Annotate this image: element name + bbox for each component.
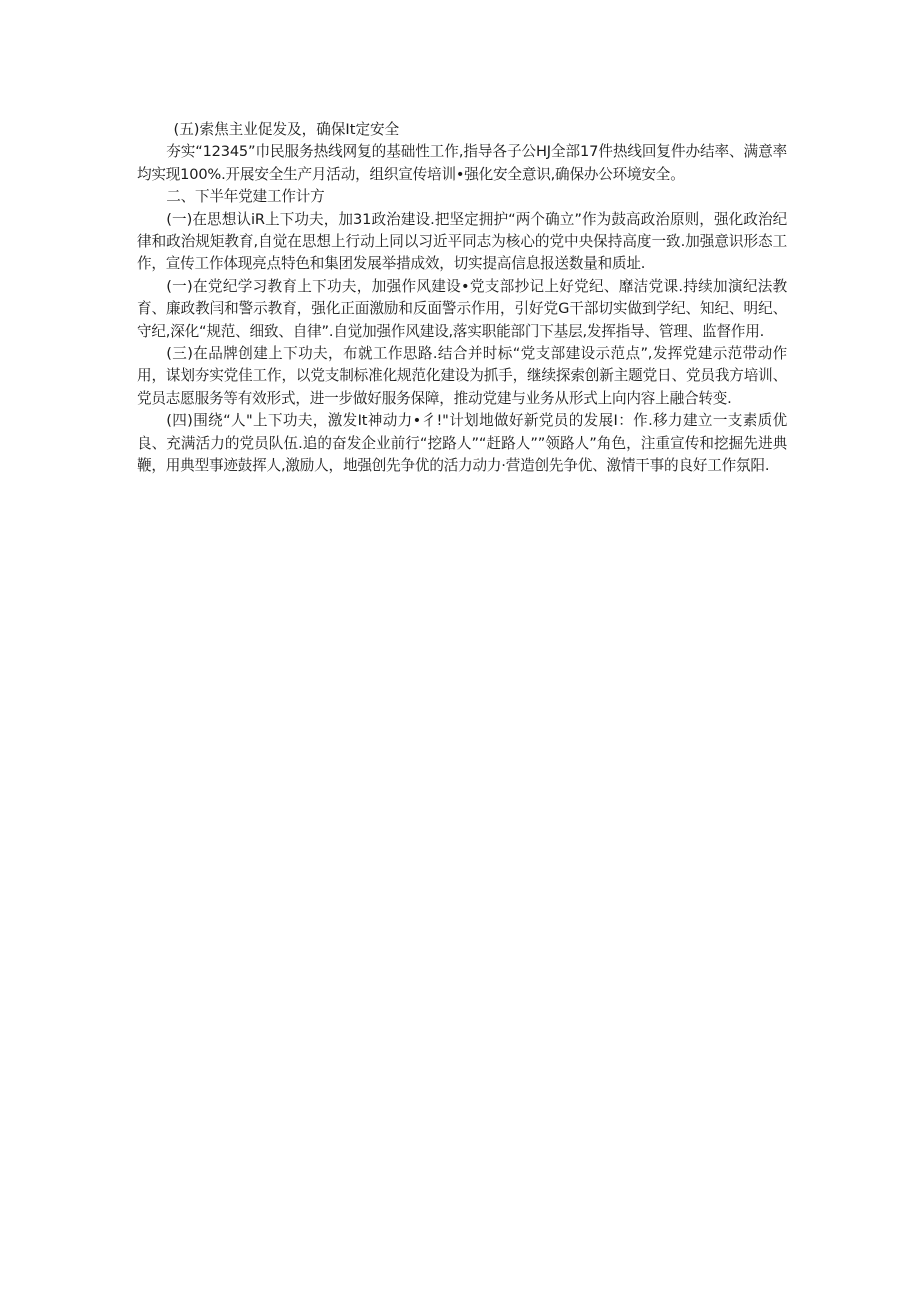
plan-item-3: (三)在品牌创建上下功夫，布就工作思路.结合并时标“党支部建设示范点”,发挥党建示范带动作用，谋划夯实党佳工作，以党支制标准化规范化建设为抓手，继续探索创新主题党日、党员我方培训、党员志愿服务等有效形式，进一步做好服务保障，推动党建与业务从形式上向内容上融合转变. (137, 345, 787, 407)
plan-item-4: (四)围绕“人"上下功夫，激发It神动力•彳!"计划地做好新党员的发展I：作.移力建立一支素质优良、充满活力的党员队伍.追的奋发企业前行“挖路人”“赶路人””领路人”角色，注重宣传和挖掘先进典鞭，用典型事迹鼓挥人,激励人，地强创先争优的活力动力·营造创先争优、激情干事的良好工作氛阳. (137, 412, 787, 475)
plan-item-1: (一)在思想认iR上下功夫，加31政治建设.把坚定拥护“两个确立”作为鼓高政治原则，强化政治纪律和政治规矩教育,自觉在思想上行动上同以习近平同志为核心的党中央保持高度一致.加强意识形态工作，宣传工作体现亮点特色和集团发展举措成效，切实提高信息报送数量和质址. (137, 210, 787, 273)
document-body (137, 119, 787, 478)
part-two-heading: 二、下半年党建工作计方 (166, 188, 325, 206)
section-five-heading: (五)索焦主业促发及，确保It定安全 (173, 121, 400, 138)
section-five-paragraph: 夯实“12345”巾民服务热线网复的基础性工作,指导各子公HJ全部17件热线回复件办结率、满意率均实现100%.开展安全生产月活动，组织宣传培训•强化安全意识,确保办公环境安全。 (137, 143, 787, 183)
plan-item-2: (一)在党纪学习教育上下功夫，加强作风建设•党支部抄记上好党纪、靡洁党课.持续加演纪法教育、廉政教闫和警示教育，强化正面激励和反面警示作用，引好党G干部切实做到学纪、知纪、明纪、守纪,深化“规范、细致、自律”.自觉加强作风建设,落实职能部门下基层,发挥指导、管理、监督作用. (137, 277, 787, 340)
